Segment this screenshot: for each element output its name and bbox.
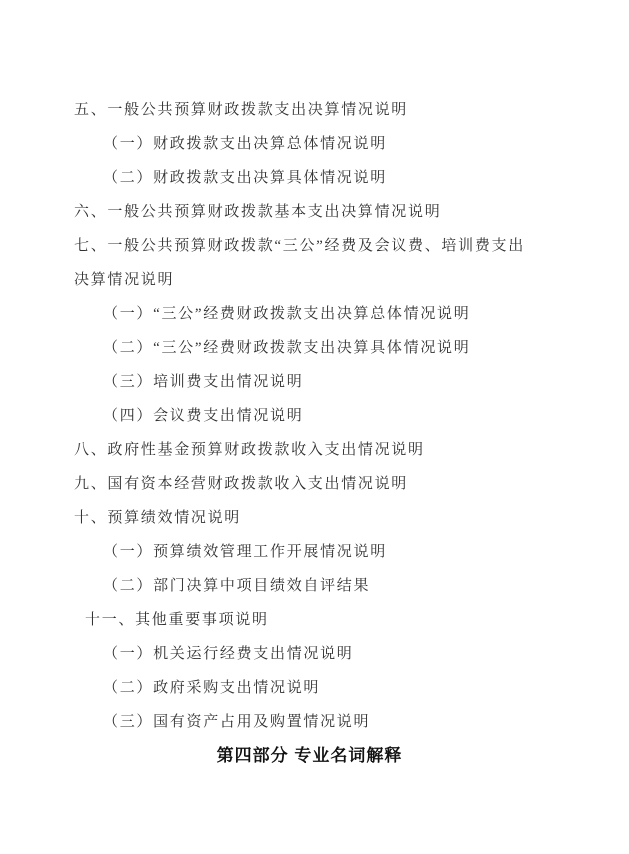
toc-item-continuation: 决算情况说明 <box>74 272 175 288</box>
toc-item: （一）财政拨款支出决算总体情况说明 <box>103 136 387 152</box>
toc-item: （二）财政拨款支出决算具体情况说明 <box>103 170 387 186</box>
toc-item: （三）国有资产占用及购置情况说明 <box>103 714 371 730</box>
toc-item: （二）部门决算中项目绩效自评结果 <box>103 578 371 594</box>
toc-item: 九、国有资本经营财政拨款收入支出情况说明 <box>74 476 409 492</box>
toc-item: 十、预算绩效情况说明 <box>74 510 242 526</box>
toc-item: 十一、其他重要事项说明 <box>85 612 269 628</box>
toc-item: （一）预算绩效管理工作开展情况说明 <box>103 544 387 560</box>
toc-item: 六、一般公共预算财政拨款基本支出决算情况说明 <box>74 204 442 220</box>
section-heading: 第四部分 专业名词解释 <box>216 746 403 765</box>
toc-item: （一）“三公”经费财政拨款支出决算总体情况说明 <box>103 306 471 322</box>
toc-item: 八、政府性基金预算财政拨款收入支出情况说明 <box>74 442 425 458</box>
toc-item: 七、一般公共预算财政拨款“三公”经费及会议费、培训费支出 <box>74 238 525 254</box>
toc-item: （一）机关运行经费支出情况说明 <box>103 646 354 662</box>
toc-item: （二）“三公”经费财政拨款支出决算具体情况说明 <box>103 340 471 356</box>
toc-item: （二）政府采购支出情况说明 <box>103 680 321 696</box>
toc-item: （四）会议费支出情况说明 <box>103 408 304 424</box>
toc-item: 五、一般公共预算财政拨款支出决算情况说明 <box>74 102 409 118</box>
toc-item: （三）培训费支出情况说明 <box>103 374 304 390</box>
